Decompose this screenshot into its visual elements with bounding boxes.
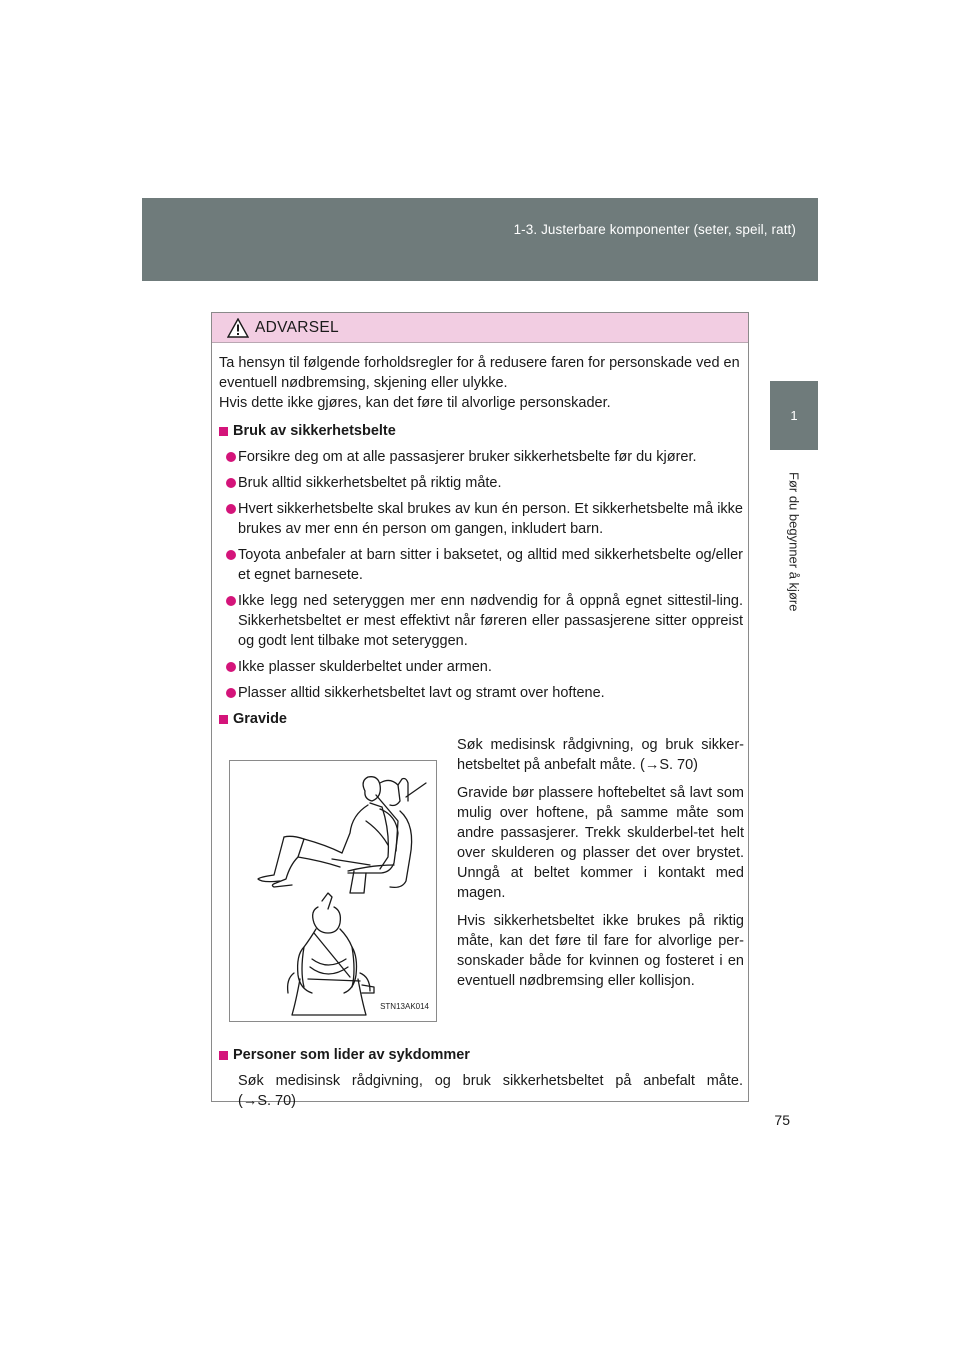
pregnant-heading — [219, 709, 743, 729]
header-band — [142, 198, 818, 281]
bullet-dot-icon — [226, 662, 236, 672]
seatbelt-heading-text: Bruk av sikkerhetsbelte — [233, 423, 396, 439]
warning-title: ADVARSEL — [255, 319, 339, 336]
list-item-text: Forsikre deg om at alle passasjerer bruker sikkerhetsbelte før du kjører. — [238, 449, 697, 465]
pregnant-section — [219, 735, 743, 1033]
pregnant-paragraph-1: Søk medisinsk rådgivning, og bruk sikker-hetsbeltet på anbefalt måte. (→S. 70) — [457, 737, 744, 773]
intro-line-2: Hvis dette ikke gjøres, kan det føre til alvorlige personskader. — [219, 395, 611, 411]
list-item-text: Bruk alltid sikkerhetsbeltet på riktig måte. — [238, 475, 502, 491]
illness-text-line-2: (→S. 70) — [238, 1093, 297, 1109]
illness-heading — [219, 1045, 743, 1065]
seated-woman-illustration-icon — [230, 761, 436, 1021]
intro-line-1: Ta hensyn til følgende forholdsregler for å redusere faren for personskade ved en eventuell nødbremsing, skjening eller ulykke. — [219, 355, 740, 391]
pregnant-seatbelt-illustration — [229, 760, 437, 1022]
bullet-dot-icon — [226, 688, 236, 698]
list-item-text: Toyota anbefaler at barn sitter i baksetet, og alltid med sikkerhetsbelte og/eller et egnet barnesete. — [238, 547, 743, 583]
bullet-dot-icon — [226, 478, 236, 488]
pregnant-heading-text: Gravide — [233, 711, 287, 727]
pregnant-paragraph-3: Hvis sikkerhetsbeltet ikke brukes på riktig måte, kan det føre til fare for alvorlige per-sonskader både for kvinnen og fosteret i en eventuell nødbremsing eller kollisjon. — [457, 913, 744, 989]
pregnant-text — [457, 735, 744, 999]
warning-header — [212, 313, 748, 343]
list-item — [219, 683, 743, 703]
section-square-icon — [219, 715, 228, 724]
warning-triangle-icon — [227, 318, 249, 338]
list-item — [219, 657, 743, 677]
list-item — [219, 447, 743, 467]
illness-heading-text: Personer som lider av sykdommer — [233, 1047, 470, 1063]
illustration-code: STN13AK014 — [380, 1002, 429, 1011]
warning-content — [219, 353, 743, 1111]
section-square-icon — [219, 1051, 228, 1060]
section-title: 1-3. Justerbare komponenter (seter, speil, ratt) — [513, 222, 796, 237]
list-item — [219, 499, 743, 539]
list-item — [219, 545, 743, 585]
list-item-text: Hvert sikkerhetsbelte skal brukes av kun én person. Et sikkerhetsbelte må ikke brukes av mer enn én person om gangen, inkludert barn. — [238, 501, 743, 537]
bullet-dot-icon — [226, 596, 236, 606]
list-item-text: Ikke legg ned seteryggen mer enn nødvendig for å oppnå egnet sittestil-ling. Sikkerhetsbeltet er mest effektivt når føreren eller passasjerene sitter oppreist og godt lent tilbake mot seteryggen. — [238, 593, 743, 649]
warning-intro — [219, 353, 743, 413]
illness-text-line-1: Søk medisinsk rådgivning, og bruk sikkerhetsbeltet på anbefalt måte. — [238, 1073, 743, 1089]
seatbelt-heading — [219, 421, 743, 441]
chapter-side-label — [770, 472, 818, 632]
list-item-text: Ikke plasser skulderbeltet under armen. — [238, 659, 492, 675]
list-item-text: Plasser alltid sikkerhetsbeltet lavt og stramt over hoftene. — [238, 685, 605, 701]
bullet-dot-icon — [226, 504, 236, 514]
chapter-tab: 1 — [770, 381, 818, 450]
list-item — [219, 473, 743, 493]
chapter-label-text: Før du begynner å kjøre — [786, 472, 802, 612]
bullet-dot-icon — [226, 452, 236, 462]
warning-box — [211, 312, 749, 1109]
list-item — [219, 591, 743, 651]
bullet-dot-icon — [226, 550, 236, 560]
pregnant-paragraph-2: Gravide bør plassere hoftebeltet så lavt som mulig over hoftene, på samme måte som andre passasjerer. Trekk skulderbel-tet helt over skulderen og plasser det over brystet. Unngå at beltet kommer i kontakt med magen. — [457, 785, 744, 901]
page-number: 75 — [774, 1112, 790, 1128]
seatbelt-list — [219, 447, 743, 703]
illness-section — [219, 1045, 743, 1111]
section-square-icon — [219, 427, 228, 436]
